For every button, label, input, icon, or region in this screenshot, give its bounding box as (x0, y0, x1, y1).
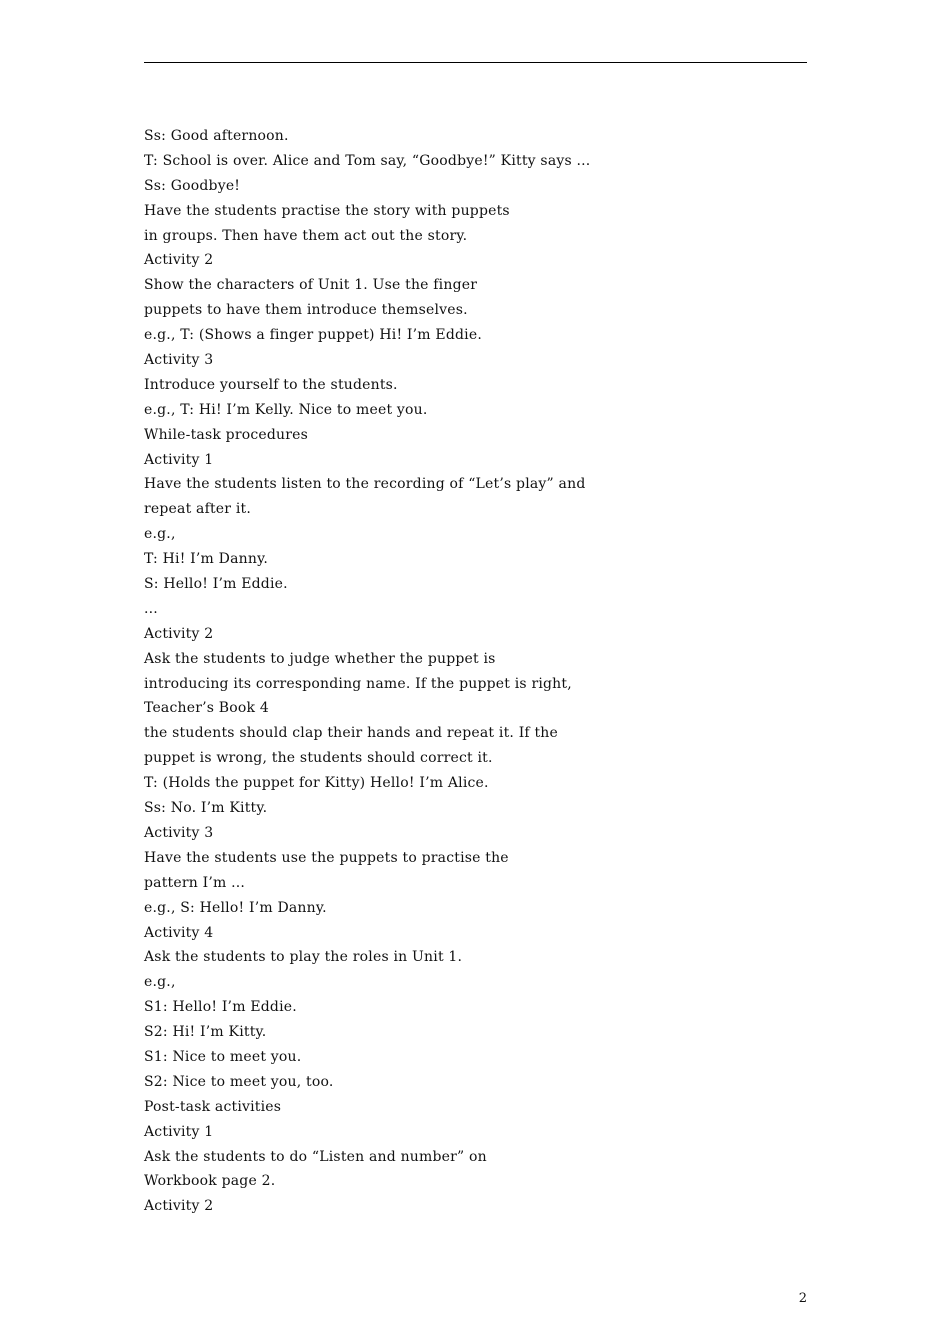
text-line: S1: Hello! I’m Eddie. (144, 999, 297, 1016)
document-body (144, 124, 807, 1219)
text-line: Workbook page 2. (144, 1173, 276, 1190)
text-line: e.g., T: (Shows a finger puppet) Hi! I’m Eddie. (144, 327, 482, 344)
text-line: Post-task activities (144, 1098, 282, 1115)
text-line: Ss: Good afternoon. (144, 128, 289, 144)
header-rule (144, 62, 807, 63)
text-line: Activity 3 (144, 824, 214, 841)
text-line: Activity 2 (144, 625, 214, 642)
text-line: puppets to have them introduce themselves. (144, 302, 468, 319)
text-line: Activity 3 (144, 352, 214, 369)
text-line: Introduce yourself to the students. (144, 376, 398, 393)
text-line: Ask the students to judge whether the puppet is (144, 650, 496, 667)
text-line: Activity 1 (144, 451, 214, 468)
text-line: Have the students use the puppets to practise the (144, 849, 509, 866)
text-line: S1: Nice to meet you. (144, 1048, 302, 1065)
text-line: pattern I’m ... (144, 874, 246, 891)
text-line: Ask the students to play the roles in Unit 1. (144, 949, 463, 966)
text-line: Teacher’s Book 4 (144, 700, 269, 717)
text-line: While-task procedures (144, 426, 309, 443)
text-line: e.g., (144, 974, 176, 991)
text-line: Activity 4 (144, 924, 214, 941)
text-line: repeat after it. (144, 501, 251, 518)
text-line: the students should clap their hands and repeat it. If the (144, 725, 558, 742)
text-line: Activity 2 (144, 1198, 214, 1215)
text-line: puppet is wrong, the students should correct it. (144, 750, 493, 767)
text-line: in groups. Then have them act out the story. (144, 227, 468, 244)
page-number: 2 (798, 1291, 807, 1306)
text-line: T: School is over. Alice and Tom say, “Goodbye!” Kitty says ... (144, 152, 591, 169)
text-line: Activity 2 (144, 252, 214, 269)
text-line: S: Hello! I’m Eddie. (144, 576, 288, 593)
text-line: e.g., T: Hi! I’m Kelly. Nice to meet you. (144, 401, 428, 418)
text-line: introducing its corresponding name. If the puppet is right, (144, 675, 572, 692)
text-line: Activity 1 (144, 1123, 214, 1140)
text-line: Have the students listen to the recording of “Let’s play” and (144, 476, 586, 493)
text-line: S2: Hi! I’m Kitty. (144, 1024, 267, 1041)
text-line: S2: Nice to meet you, too. (144, 1073, 334, 1090)
text-line: Ss: No. I’m Kitty. (144, 800, 268, 817)
text-line: Ss: Goodbye! (144, 177, 241, 194)
text-line: ... (144, 600, 158, 617)
text-line: e.g., S: Hello! I’m Danny. (144, 899, 327, 916)
text-line: Have the students practise the story with puppets (144, 202, 510, 219)
text-line: Ask the students to do “Listen and number” on (144, 1148, 487, 1165)
text-line: e.g., (144, 526, 176, 543)
text-line: T: Hi! I’m Danny. (144, 551, 268, 568)
text-line: T: (Holds the puppet for Kitty) Hello! I’m Alice. (144, 775, 489, 792)
text-line: Show the characters of Unit 1. Use the finger (144, 277, 478, 294)
